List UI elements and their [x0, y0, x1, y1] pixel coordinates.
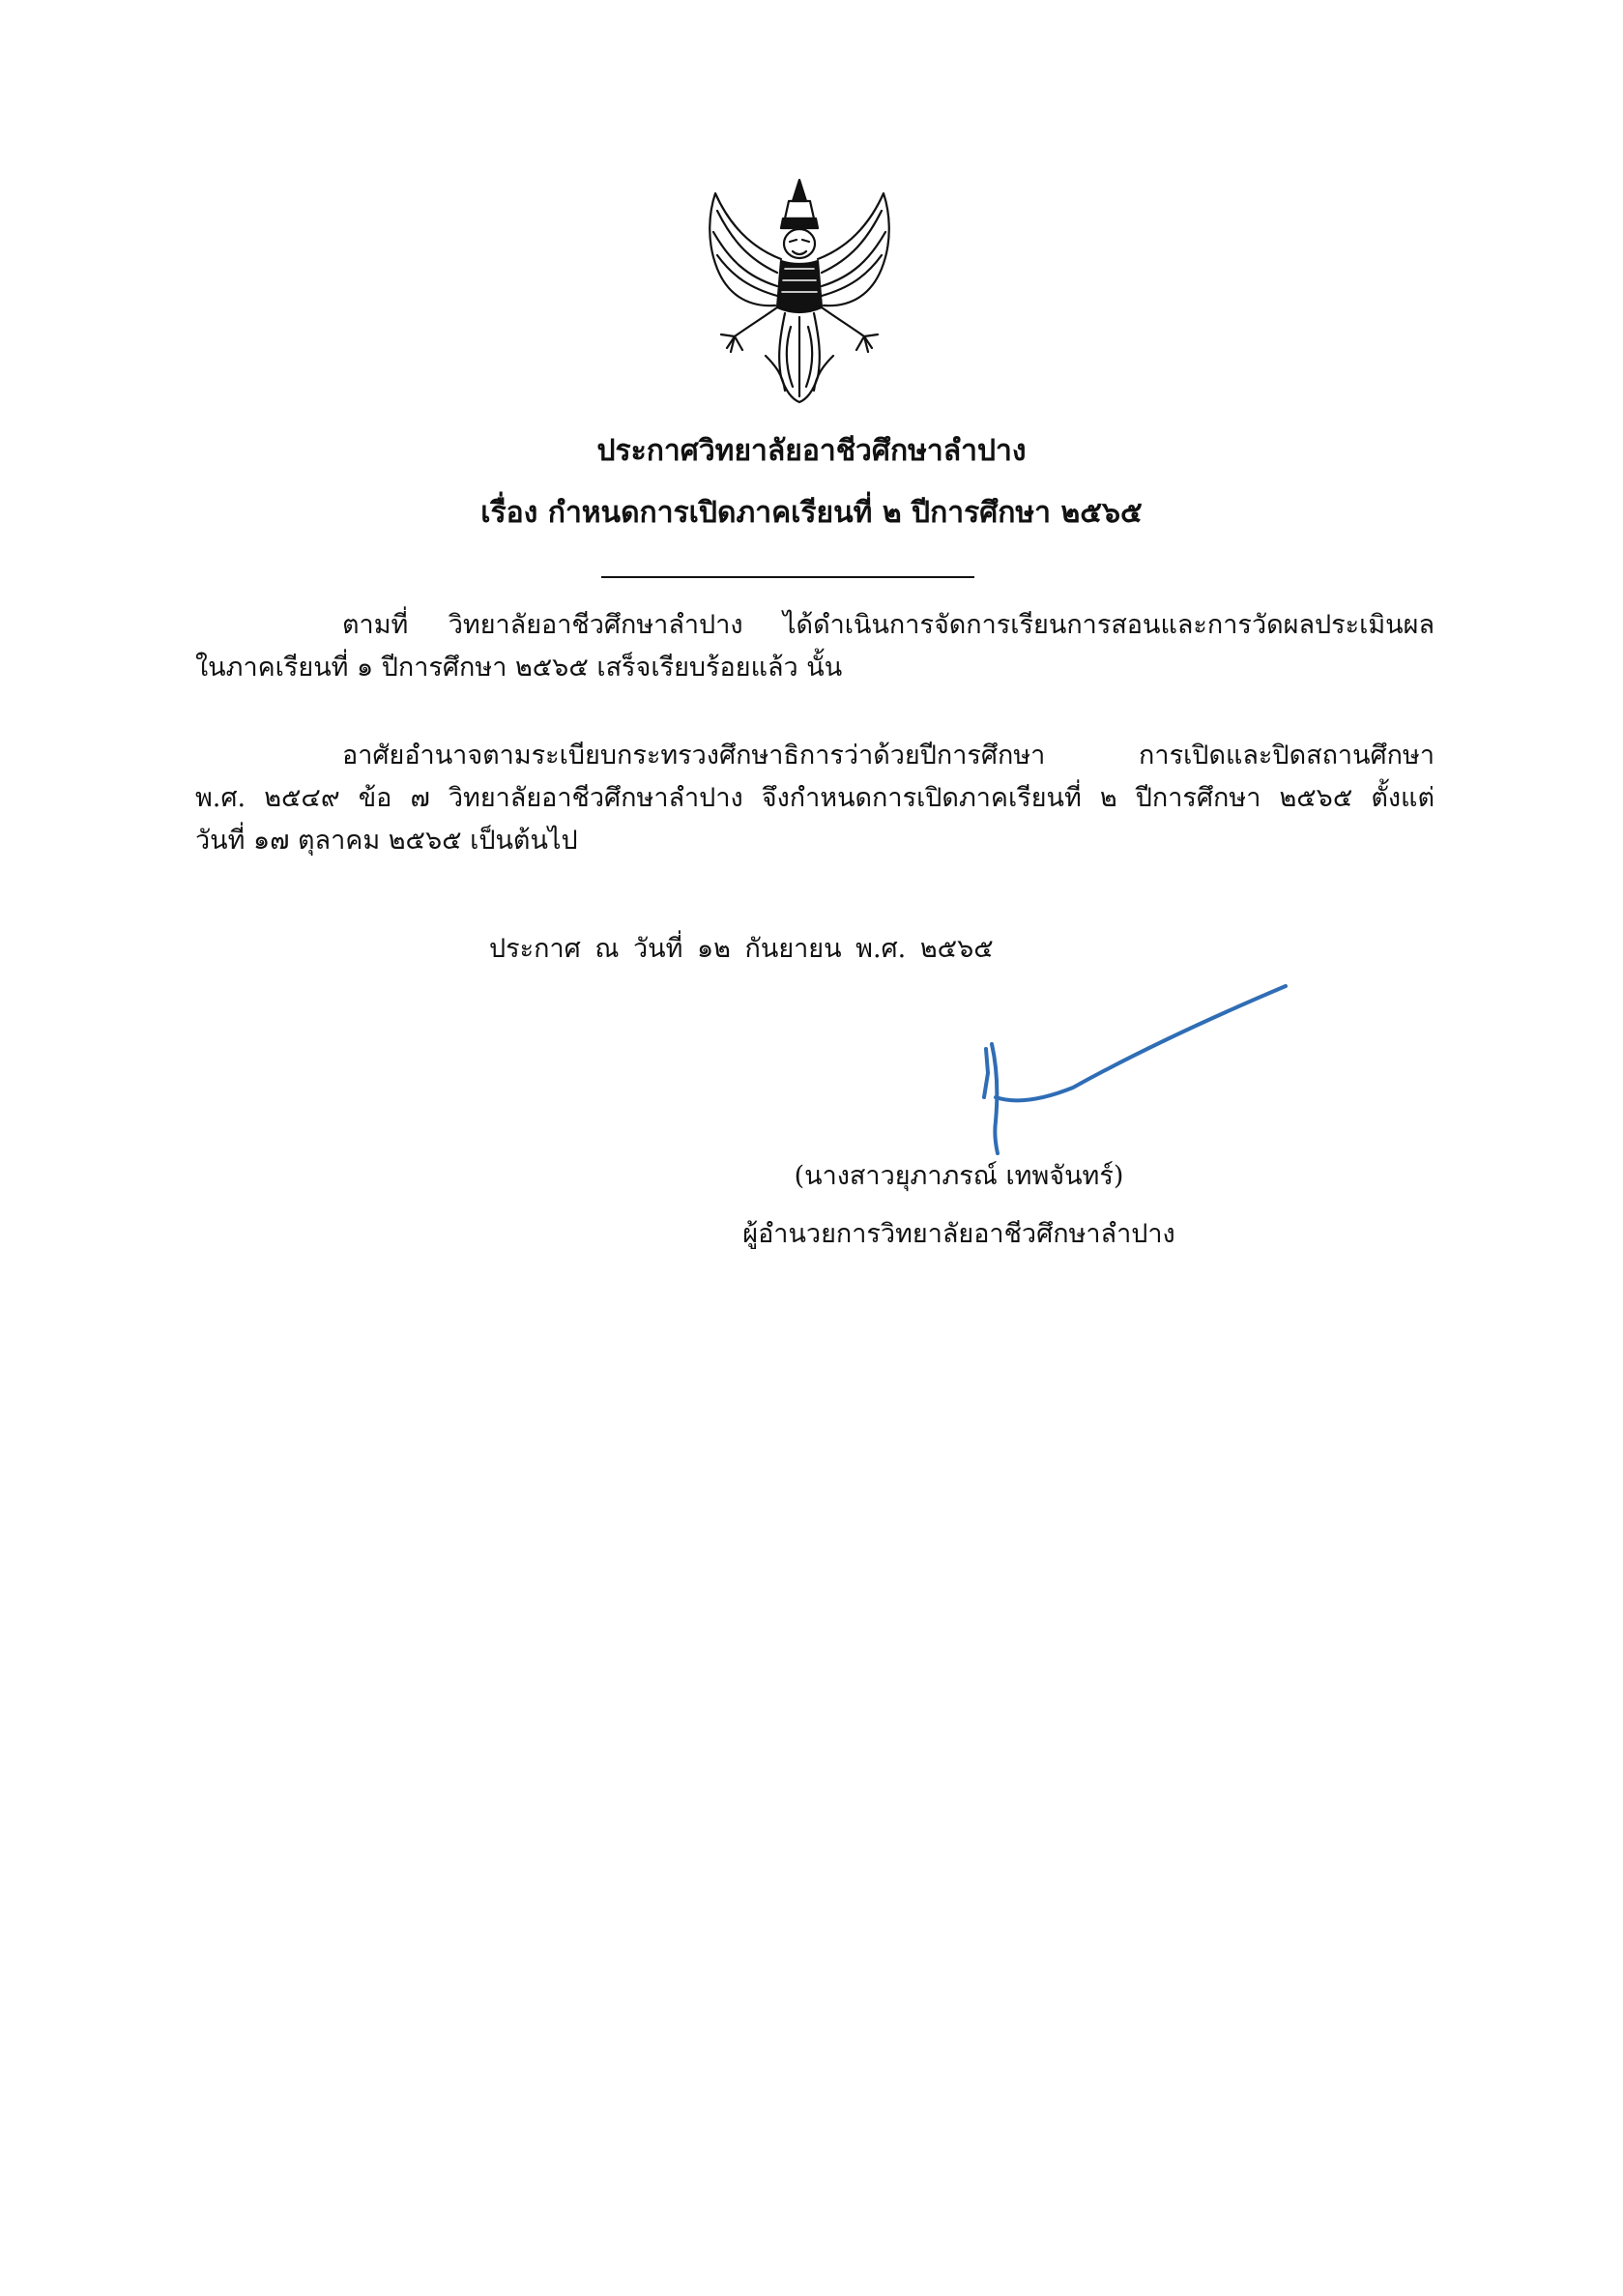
signatory-position: ผู้อำนวยการวิทยาลัยอาชีวศึกษาลำปาง: [742, 1219, 1175, 1249]
handwritten-signature: [967, 981, 1295, 1165]
paragraph-1-line-2: ในภาคเรียนที่ ๑ ปีการศึกษา ๒๕๖๕ เสร็จเรียบร้อยแล้ว นั้น: [195, 653, 843, 683]
paragraph-1: [195, 604, 1435, 689]
paragraph-2: [195, 735, 1435, 862]
paragraph-2-line-3: วันที่ ๑๗ ตุลาคม ๒๕๖๕ เป็นต้นไป: [195, 826, 578, 856]
paragraph-2-line-2: พ.ศ. ๒๕๔๙ ข้อ ๗ วิทยาลัยอาชีวศึกษาลำปาง จึงกำหนดการเปิดภาคเรียนที่ ๒ ปีการศึกษา ๒๕๖๕ ตั้งแต่: [195, 783, 1435, 813]
paragraph-1-line-1: ตามที่ วิทยาลัยอาชีวศึกษาลำปาง ได้ดำเนินการจัดการเรียนการสอนและการวัดผลประเมินผล: [342, 610, 1435, 640]
garuda-emblem-icon: [688, 172, 911, 404]
announcement-subject: เรื่อง กำหนดการเปิดภาคเรียนที่ ๒ ปีการศึกษา ๒๕๖๕: [480, 496, 1143, 530]
paragraph-2-line-1: อาศัยอำนาจตามระเบียบกระทรวงศึกษาธิการว่าด้วยปีการศึกษา การเปิดและปิดสถานศึกษา: [342, 741, 1435, 770]
announcement-date: ประกาศ ณ วันที่ ๑๒ กันยายน พ.ศ. ๒๕๖๕: [489, 934, 994, 964]
signatory-name: (นางสาวยุภาภรณ์ เทพจันทร์): [794, 1161, 1124, 1191]
announcement-title: ประกาศวิทยาลัยอาชีวศึกษาลำปาง: [596, 434, 1027, 468]
title-divider: [601, 576, 974, 578]
